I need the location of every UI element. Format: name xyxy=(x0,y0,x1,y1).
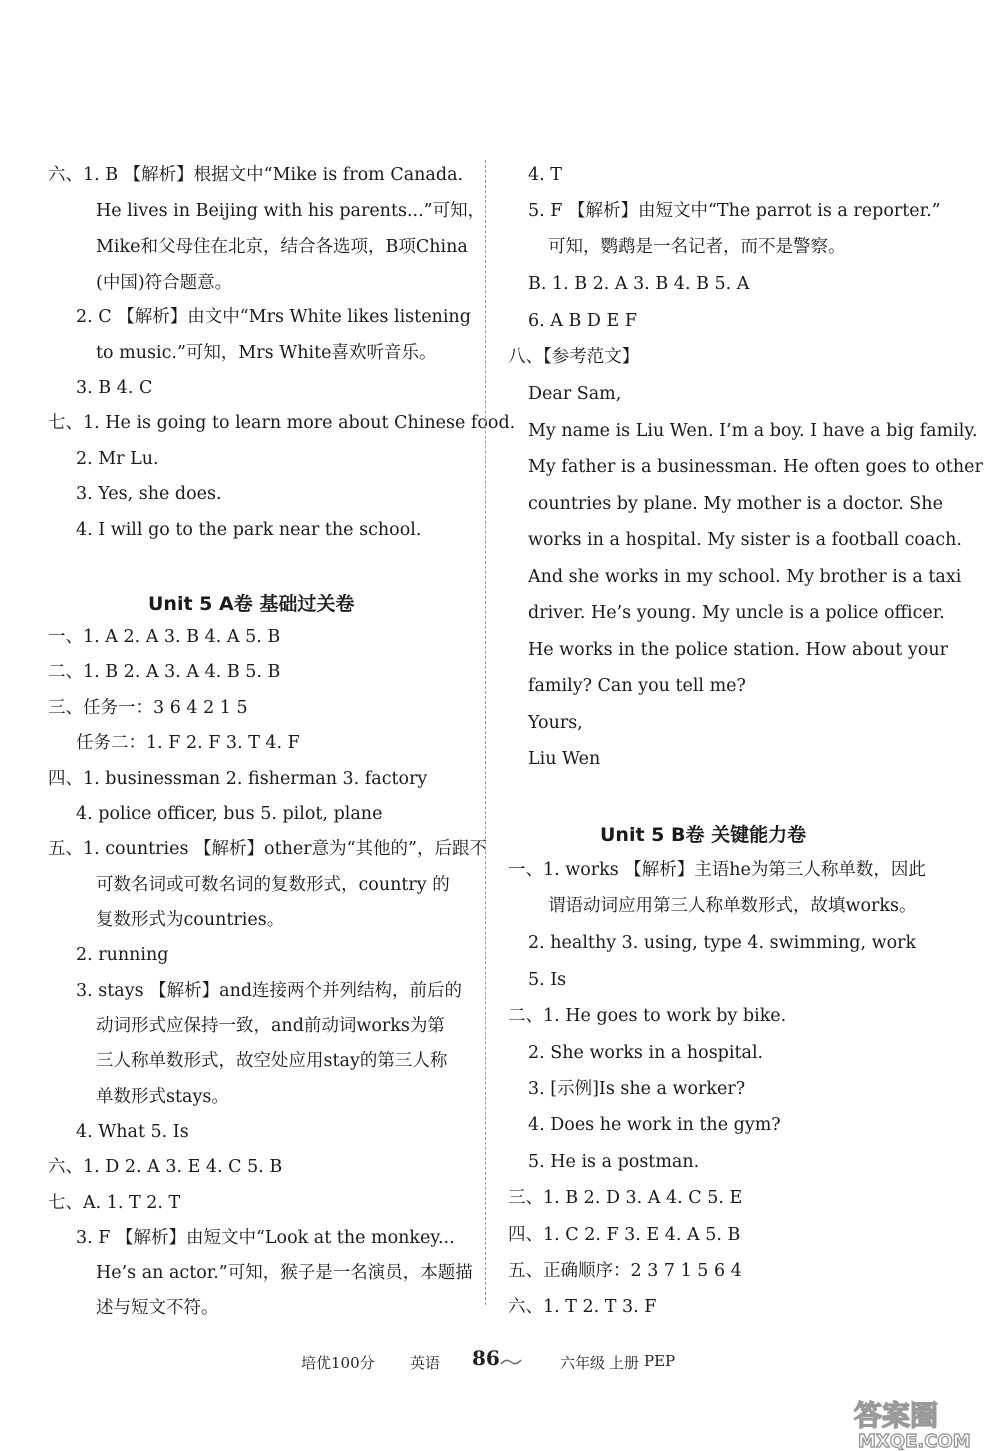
left-line: 六、1. B 【解析】根据文中“Mike is from Canada. xyxy=(48,165,464,185)
left-line: 4. What 5. Is xyxy=(76,1122,189,1142)
right-line: He works in the police station. How about your xyxy=(528,640,948,660)
left-line: 2. C 【解析】由文中“Mrs White likes listening xyxy=(76,307,471,327)
left-line: Mike和父母住在北京，结合各选项，B项China xyxy=(96,237,468,257)
footer-grade: 六年级 xyxy=(560,1354,606,1372)
right-line: My father is a businessman. He often goes to other xyxy=(528,457,983,477)
left-line: 六、1. D 2. A 3. E 4. C 5. B xyxy=(48,1157,283,1177)
right-line: My name is Liu Wen. I’m a boy. I have a big family. xyxy=(528,421,978,441)
left-line: 七、1. He is going to learn more about Chinese food. xyxy=(48,413,516,433)
footer-book-title: 培优100分 xyxy=(301,1354,375,1372)
wave-ornament-icon xyxy=(500,1354,522,1368)
left-line: He lives in Beijing with his parents...”可知， xyxy=(96,201,486,221)
footer-volume: 上册 xyxy=(609,1354,640,1372)
right-line: 2. healthy 3. using, type 4. swimming, work xyxy=(528,933,917,953)
page-footer xyxy=(0,1346,1000,1376)
left-line: 三、任务一：3 6 4 2 1 5 xyxy=(48,698,248,718)
footer-edition: PEP xyxy=(644,1352,676,1370)
watermark-logo-text: 答案圈 xyxy=(854,1399,939,1432)
right-line: Dear Sam, xyxy=(528,384,622,404)
right-line: 5. Is xyxy=(528,970,567,990)
left-line: 3. B 4. C xyxy=(76,378,153,398)
watermark-url: MXQE.COM xyxy=(858,1431,971,1451)
column-divider xyxy=(485,160,486,1305)
right-line: 可知，鹦鹉是一名记者，而不是警察。 xyxy=(548,237,846,257)
right-line: works in a hospital. My sister is a football coach. xyxy=(528,530,962,550)
left-line: 述与短文不符。 xyxy=(96,1298,219,1318)
right-line: 5. He is a postman. xyxy=(528,1152,700,1172)
section-heading-unit5a: Unit 5 A卷 基础过关卷 xyxy=(148,593,355,615)
left-line: 2. Mr Lu. xyxy=(76,449,159,469)
right-line: 一、1. works 【解析】主语he为第三人称单数，因此 xyxy=(508,860,926,880)
right-line: 5. F 【解析】由短文中“The parrot is a reporter.” xyxy=(528,201,941,221)
left-line: 3. stays 【解析】and连接两个并列结构，前后的 xyxy=(76,981,463,1001)
left-line: (中国)符合题意。 xyxy=(96,273,233,293)
right-line: 4. Does he work in the gym? xyxy=(528,1115,781,1135)
right-line: 三、1. B 2. D 3. A 4. C 5. E xyxy=(508,1188,743,1208)
left-line: 2. running xyxy=(76,945,169,965)
right-line: 2. She works in a hospital. xyxy=(528,1043,764,1063)
left-line: 动词形式应保持一致，and前动词works为第 xyxy=(96,1016,445,1036)
page-number: 86 xyxy=(472,1346,500,1370)
right-line: countries by plane. My mother is a doctor. She xyxy=(528,494,943,514)
right-line: 3. [示例]Is she a worker? xyxy=(528,1079,746,1099)
right-line: 六、1. T 2. T 3. F xyxy=(508,1297,657,1317)
footer-subject: 英语 xyxy=(410,1354,441,1372)
left-line: 3. Yes, she does. xyxy=(76,484,222,504)
left-line: 可数名词或可数名词的复数形式，country 的 xyxy=(96,875,450,895)
left-line: 五、1. countries 【解析】other意为“其他的”，后跟不 xyxy=(48,839,487,859)
right-line: B. 1. B 2. A 3. B 4. B 5. A xyxy=(528,274,750,294)
right-line: Yours, xyxy=(528,713,583,733)
right-line: 谓语动词应用第三人称单数形式，故填works。 xyxy=(548,896,917,916)
left-line: 复数形式为countries。 xyxy=(96,910,285,930)
right-line: 4. T xyxy=(528,165,562,185)
section-heading-unit5b: Unit 5 B卷 关键能力卷 xyxy=(600,824,807,846)
left-line: He’s an actor.”可知，猴子是一名演员，本题描 xyxy=(96,1263,473,1283)
left-line: 任务二：1. F 2. F 3. T 4. F xyxy=(76,733,300,753)
left-line: 4. I will go to the park near the school. xyxy=(76,520,422,540)
right-line: 6. A B D E F xyxy=(528,311,637,331)
left-line: 4. police officer, bus 5. pilot, plane xyxy=(76,804,383,824)
left-line: 三人称单数形式，故空处应用stay的第三人称 xyxy=(96,1051,448,1071)
left-line: 3. F 【解析】由短文中“Look at the monkey... xyxy=(76,1228,455,1248)
left-line: 二、1. B 2. A 3. A 4. B 5. B xyxy=(48,662,281,682)
right-line: Liu Wen xyxy=(528,749,601,769)
right-line: 五、正确顺序：2 3 7 1 5 6 4 xyxy=(508,1261,742,1281)
left-line: 七、A. 1. T 2. T xyxy=(48,1193,181,1213)
right-line: 八、【参考范文】 xyxy=(508,347,640,367)
left-line: 单数形式stays。 xyxy=(96,1087,229,1107)
left-line: 四、1. businessman 2. fisherman 3. factory xyxy=(48,769,428,789)
right-line: 四、1. C 2. F 3. E 4. A 5. B xyxy=(508,1225,741,1245)
left-line: 一、1. A 2. A 3. B 4. A 5. B xyxy=(48,627,281,647)
right-line: 二、1. He goes to work by bike. xyxy=(508,1006,787,1026)
left-line: to music.”可知，Mrs White喜欢听音乐。 xyxy=(96,343,437,363)
watermark-logo xyxy=(850,1395,1000,1451)
right-line: driver. He’s young. My uncle is a police officer. xyxy=(528,603,945,623)
right-line: family? Can you tell me? xyxy=(528,676,746,696)
right-line: And she works in my school. My brother is a taxi xyxy=(528,567,962,587)
